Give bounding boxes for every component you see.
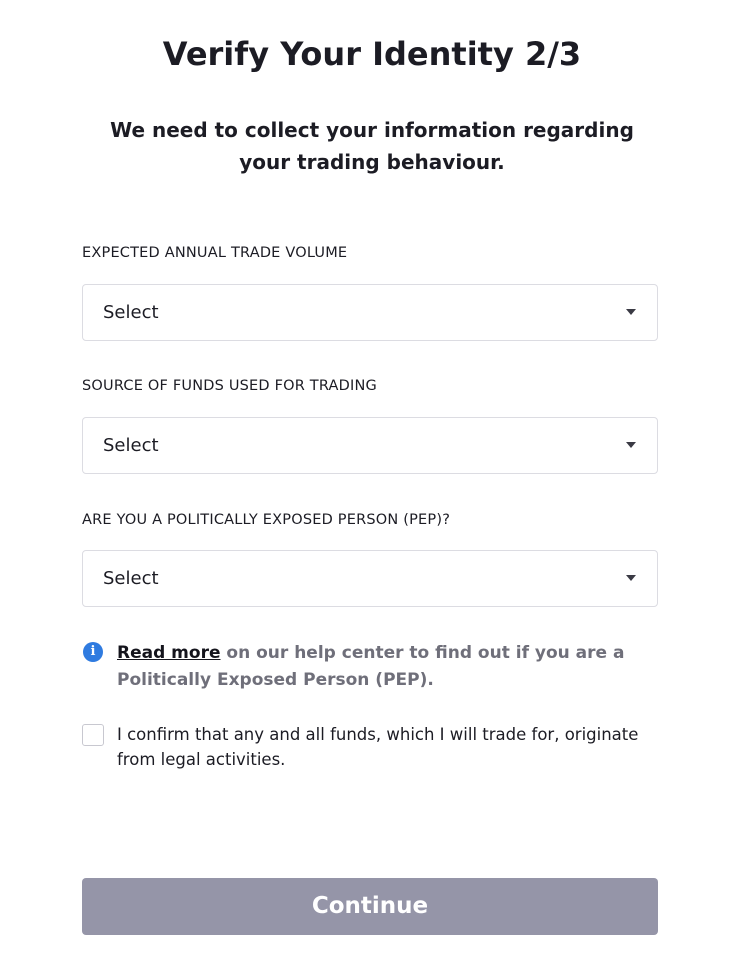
page-subtitle: We need to collect your information regarding your trading behaviour.: [110, 118, 634, 174]
legal-funds-checkbox-label[interactable]: I confirm that any and all funds, which I will trade for, originate from legal activities.: [117, 725, 639, 769]
pep-select[interactable]: [82, 550, 658, 607]
trade-volume-label: EXPECTED ANNUAL TRADE VOLUME: [82, 245, 348, 261]
legal-funds-checkbox[interactable]: [82, 724, 104, 746]
page-title: Verify Your Identity 2/3: [162, 35, 582, 73]
chevron-down-icon: [626, 575, 636, 581]
read-more-link[interactable]: Read more: [117, 643, 221, 663]
pep-info-text: [117, 640, 637, 694]
source-of-funds-label: SOURCE OF FUNDS USED FOR TRADING: [82, 378, 377, 394]
source-of-funds-select[interactable]: [82, 417, 658, 474]
pep-select-value: Select: [103, 568, 159, 589]
pep-label: ARE YOU A POLITICALLY EXPOSED PERSON (PEP)?: [82, 512, 451, 528]
info-icon: i: [83, 642, 103, 662]
pep-info-description: on our help center to find out if you are a Politically Exposed Person (PEP).: [117, 643, 625, 690]
chevron-down-icon: [626, 442, 636, 448]
source-of-funds-select-value: Select: [103, 435, 159, 456]
trade-volume-select-value: Select: [103, 302, 159, 323]
chevron-down-icon: [626, 309, 636, 315]
continue-button[interactable]: Continue: [82, 878, 658, 935]
trade-volume-select[interactable]: [82, 284, 658, 341]
